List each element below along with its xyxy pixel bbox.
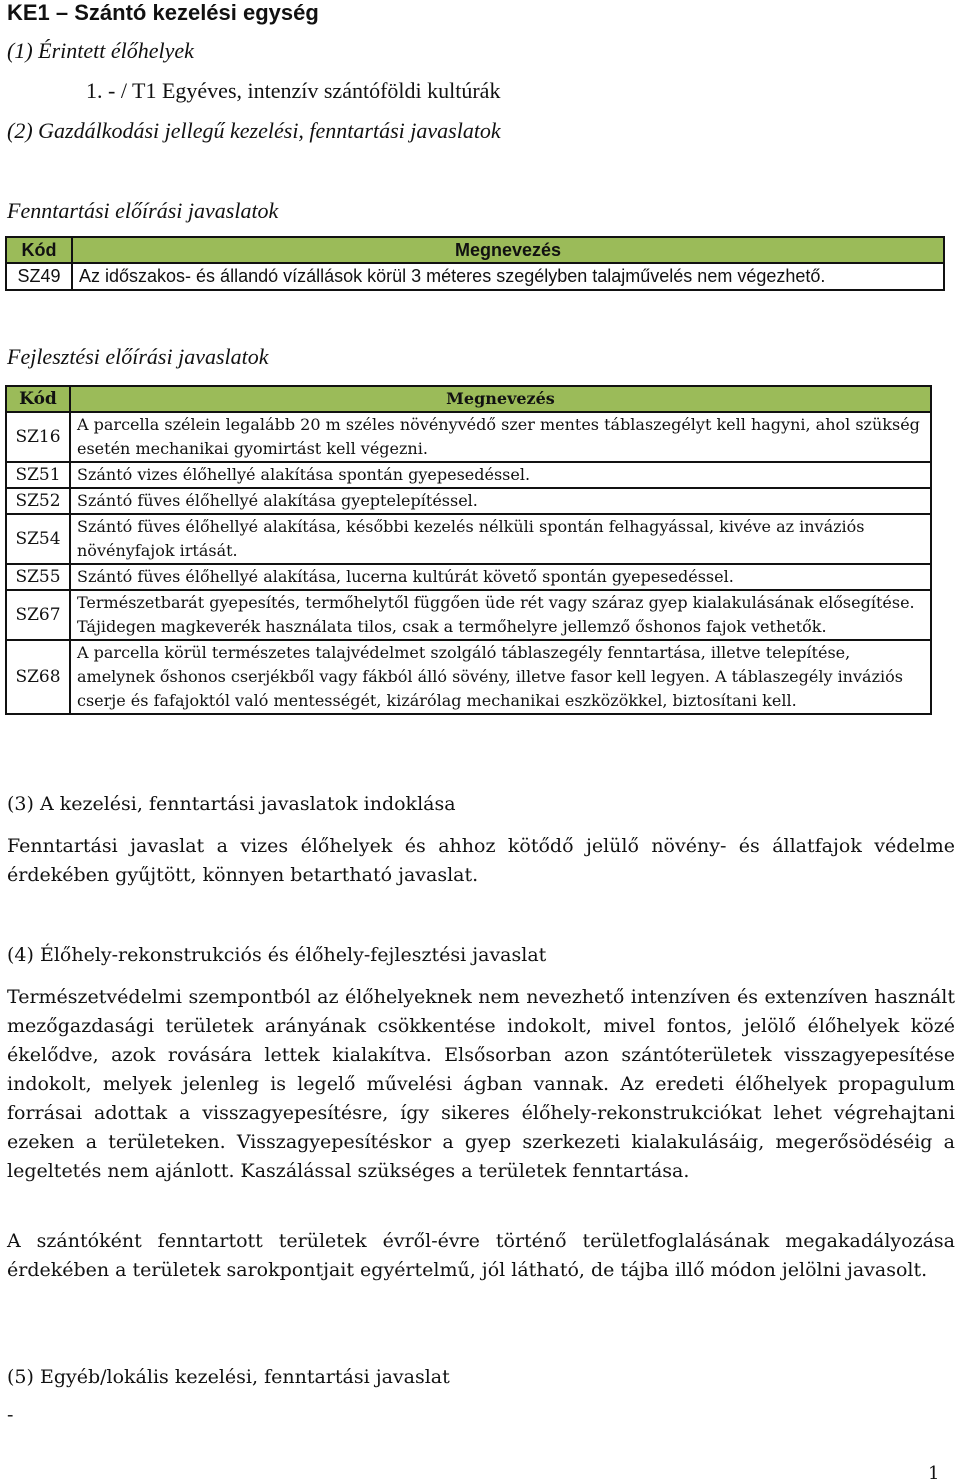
row-text: Szántó füves élőhellyé alakítása, lucerna kultúrát követő spontán gyepesedéssel. [70, 564, 931, 590]
col-code-header: Kód [6, 237, 72, 263]
habitat-item: 1. - / T1 Egyéves, intenzív szántóföldi kultúrák [86, 78, 501, 103]
col-name-header: Megnevezés [70, 386, 931, 412]
row-code: SZ16 [6, 412, 70, 462]
row-text: Az időszakos- és állandó vízállások körül 3 méteres szegélyben talajművelés nem végezhető. [72, 263, 944, 290]
table-row [6, 263, 944, 290]
table-row [6, 564, 931, 590]
table-row [6, 640, 931, 714]
section-4-heading: (4) Élőhely-rekonstrukciós és élőhely-fejlesztési javaslat [7, 944, 547, 966]
section-3-paragraph: Fenntartási javaslat a vizes élőhelyek és ahhoz kötődő jelülő növény- és állatfajok védelme érdekében gyűjtött, könnyen betartható javaslat. [7, 835, 955, 886]
section-1-heading: (1) Érintett élőhelyek [7, 38, 194, 63]
row-code: SZ54 [6, 514, 70, 564]
table-row [6, 590, 931, 640]
table-header-row [6, 237, 944, 263]
table-row [6, 412, 931, 462]
table-header-row [6, 386, 931, 412]
row-code: SZ67 [6, 590, 70, 640]
row-code: SZ49 [6, 263, 72, 290]
section-4-paragraph-1: Természetvédelmi szempontból az élőhelyeknek nem nevezhető intenzíven és extenzíven használt mezőgazdasági területek arányának csökkentése indokolt, mivel fontos, jelölő élőhelyek közé ékelődve, azok rovására lettek kialakítva. Elsősorban azon szántóterületek visszagyepesítése indokolt, melyek jelenleg is legelő művelési ágban vannak. Az eredeti élőhelyek propagulum forrásai adottak a visszagyepesítésre, így sikeres élőhely-rekonstrukciókat lehet végrehajtani ezeken a területeken. Visszagyepesítéskor a gyep szerkezeti kialakulásáig, megerősödéséig a legeltetés nem ajánlott. Kaszálással szükséges a területek fenntartása. [7, 986, 955, 1182]
section-5-heading: (5) Egyéb/lokális kezelési, fenntartási javaslat [7, 1366, 450, 1388]
page-title: KE1 – Szántó kezelési egység [7, 0, 319, 25]
row-text: A parcella szélein legalább 20 m széles növényvédő szer mentes táblaszegélyt kell hagyni, ahol szükség esetén mechanikai gyomirtást kell végezni. [70, 412, 931, 462]
section-4-paragraph-2: A szántóként fenntartott területek évről-évre történő területfoglalásának megakadályozása érdekében a területek sarokpontjait egyértelmű, jól látható, de tájba illő módon jelölni javasolt. [7, 1230, 955, 1281]
section-3-heading: (3) A kezelési, fenntartási javaslatok indoklása [7, 793, 456, 815]
maintenance-heading: Fenntartási előírási javaslatok [7, 198, 279, 223]
row-text: Szántó vizes élőhellyé alakítása spontán gyepesedéssel. [70, 462, 931, 488]
row-code: SZ55 [6, 564, 70, 590]
row-code: SZ52 [6, 488, 70, 514]
development-heading: Fejlesztési előírási javaslatok [7, 344, 269, 369]
section-5-text: - [7, 1404, 14, 1426]
table-row [6, 462, 931, 488]
row-text: Szántó füves élőhellyé alakítása, későbbi kezelés nélküli spontán felhagyással, kivéve az inváziós növényfajok irtását. [70, 514, 931, 564]
row-code: SZ68 [6, 640, 70, 714]
table-row [6, 514, 931, 564]
row-text: Természetbarát gyepesítés, termőhelytől függően üde rét vagy száraz gyep kialakulásának elősegítése. Tájidegen magkeverék használata tilos, csak a termőhelyre jellemző őshonos fajok vethetők. [70, 590, 931, 640]
development-table [5, 385, 932, 715]
col-code-header: Kód [6, 386, 70, 412]
maintenance-table [5, 236, 945, 291]
page-number: 1 [928, 1463, 940, 1484]
row-text: A parcella körül természetes talajvédelmet szolgáló táblaszegély fenntartása, illetve telepítése, amelynek őshonos cserjékből vagy fákból álló sövény, illetve fasor kell legyen. A táblaszegély inváziós cserje és fafajoktól való mentességét, kizárólag mechanikai eszközökkel, biztosítani kell. [70, 640, 931, 714]
table-row [6, 488, 931, 514]
col-name-header: Megnevezés [72, 237, 944, 263]
row-text: Szántó füves élőhellyé alakítása gyeptelepítéssel. [70, 488, 931, 514]
row-code: SZ51 [6, 462, 70, 488]
section-2-heading: (2) Gazdálkodási jellegű kezelési, fenntartási javaslatok [7, 118, 501, 143]
